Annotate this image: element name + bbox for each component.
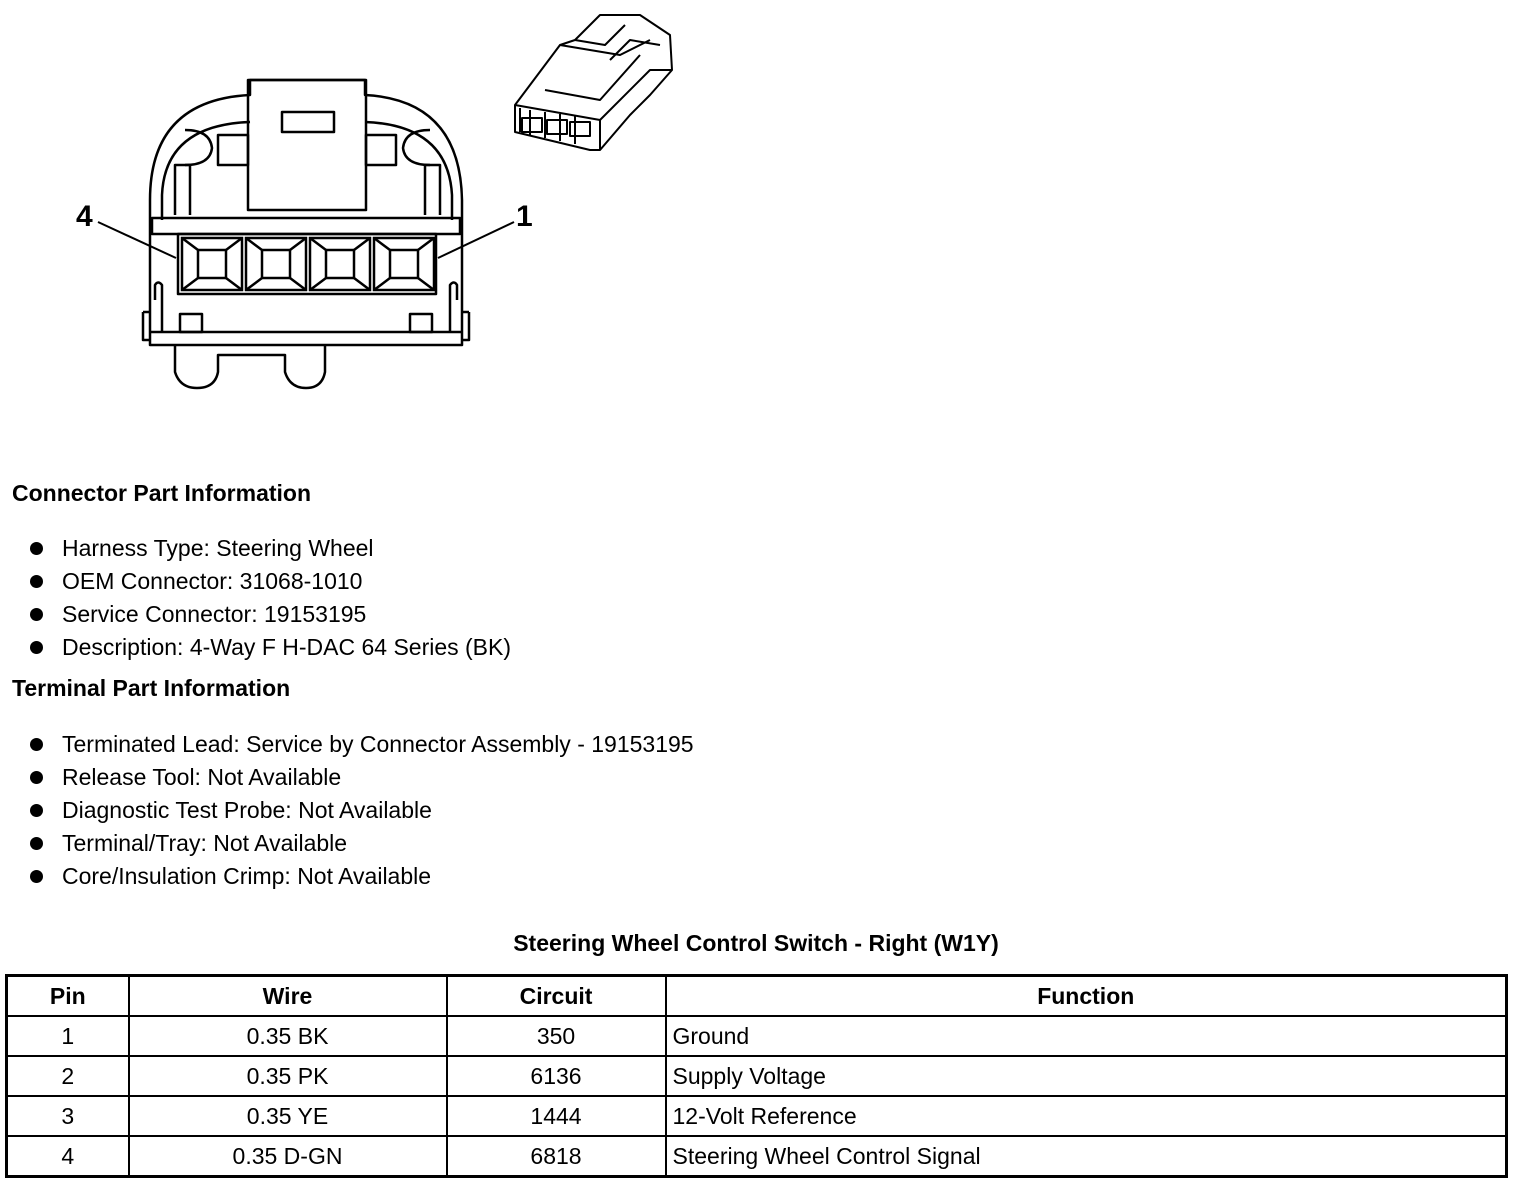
terminal-cavity-1: [374, 238, 434, 290]
bullet-icon: [30, 575, 43, 588]
table-row: [7, 1056, 1507, 1096]
terminal-part-info-title: Terminal Part Information: [12, 675, 291, 701]
cell-circuit: 350: [447, 1016, 666, 1056]
cell-circuit: 6136: [447, 1056, 666, 1096]
connector-isometric-view: [515, 15, 672, 150]
pinout-table: [5, 974, 1508, 1178]
list-item: Core/Insulation Crimp: Not Available: [30, 860, 694, 893]
cell-wire: 0.35 D-GN: [129, 1136, 447, 1177]
cell-circuit: 6818: [447, 1136, 666, 1177]
bullet-icon: [30, 804, 43, 817]
list-item: Description: 4-Way F H-DAC 64 Series (BK): [30, 631, 511, 664]
bullet-icon: [30, 837, 43, 850]
table-title: Steering Wheel Control Switch - Right (W1Y): [513, 930, 999, 956]
cell-circuit: 1444: [447, 1096, 666, 1136]
pin-4-leader: [98, 222, 176, 258]
cell-function: 12-Volt Reference: [666, 1096, 1507, 1136]
list-item: OEM Connector: 31068-1010: [30, 565, 511, 598]
terminal-part-info-list: [30, 728, 694, 893]
bullet-icon: [30, 738, 43, 751]
bullet-icon: [30, 641, 43, 654]
cell-wire: 0.35 BK: [129, 1016, 447, 1056]
pin-1-leader: [438, 222, 514, 258]
connector-part-info-list: [30, 532, 511, 664]
table-row: [7, 1136, 1507, 1177]
header-function: Function: [666, 976, 1507, 1017]
cell-pin: 4: [7, 1136, 129, 1177]
cell-wire: 0.35 YE: [129, 1096, 447, 1136]
bullet-icon: [30, 771, 43, 784]
cell-pin: 2: [7, 1056, 129, 1096]
list-item: Harness Type: Steering Wheel: [30, 532, 511, 565]
list-item: Release Tool: Not Available: [30, 761, 694, 794]
header-wire: Wire: [129, 976, 447, 1017]
cell-wire: 0.35 PK: [129, 1056, 447, 1096]
table-row: [7, 1016, 1507, 1056]
pin-4-label: 4: [76, 200, 93, 233]
header-circuit: Circuit: [447, 976, 666, 1017]
bullet-icon: [30, 542, 43, 555]
bullet-icon: [30, 870, 43, 883]
table-header-row: [7, 976, 1507, 1017]
list-item: Service Connector: 19153195: [30, 598, 511, 631]
terminal-cavity-2: [310, 238, 370, 290]
cell-function: Supply Voltage: [666, 1056, 1507, 1096]
cell-pin: 1: [7, 1016, 129, 1056]
bullet-icon: [30, 608, 43, 621]
cell-function: Steering Wheel Control Signal: [666, 1136, 1507, 1177]
connector-housing-outline: [150, 80, 462, 345]
list-item: Terminated Lead: Service by Connector Assembly - 19153195: [30, 728, 694, 761]
list-item: Diagnostic Test Probe: Not Available: [30, 794, 694, 827]
table-row: [7, 1096, 1507, 1136]
pin-1-label: 1: [516, 200, 533, 233]
terminal-cavity-4: [182, 238, 242, 290]
connector-diagram: [60, 0, 700, 420]
terminal-cavity-3: [246, 238, 306, 290]
list-item: Terminal/Tray: Not Available: [30, 827, 694, 860]
connector-part-info-title: Connector Part Information: [12, 480, 312, 506]
header-pin: Pin: [7, 976, 129, 1017]
cell-pin: 3: [7, 1096, 129, 1136]
cell-function: Ground: [666, 1016, 1507, 1056]
